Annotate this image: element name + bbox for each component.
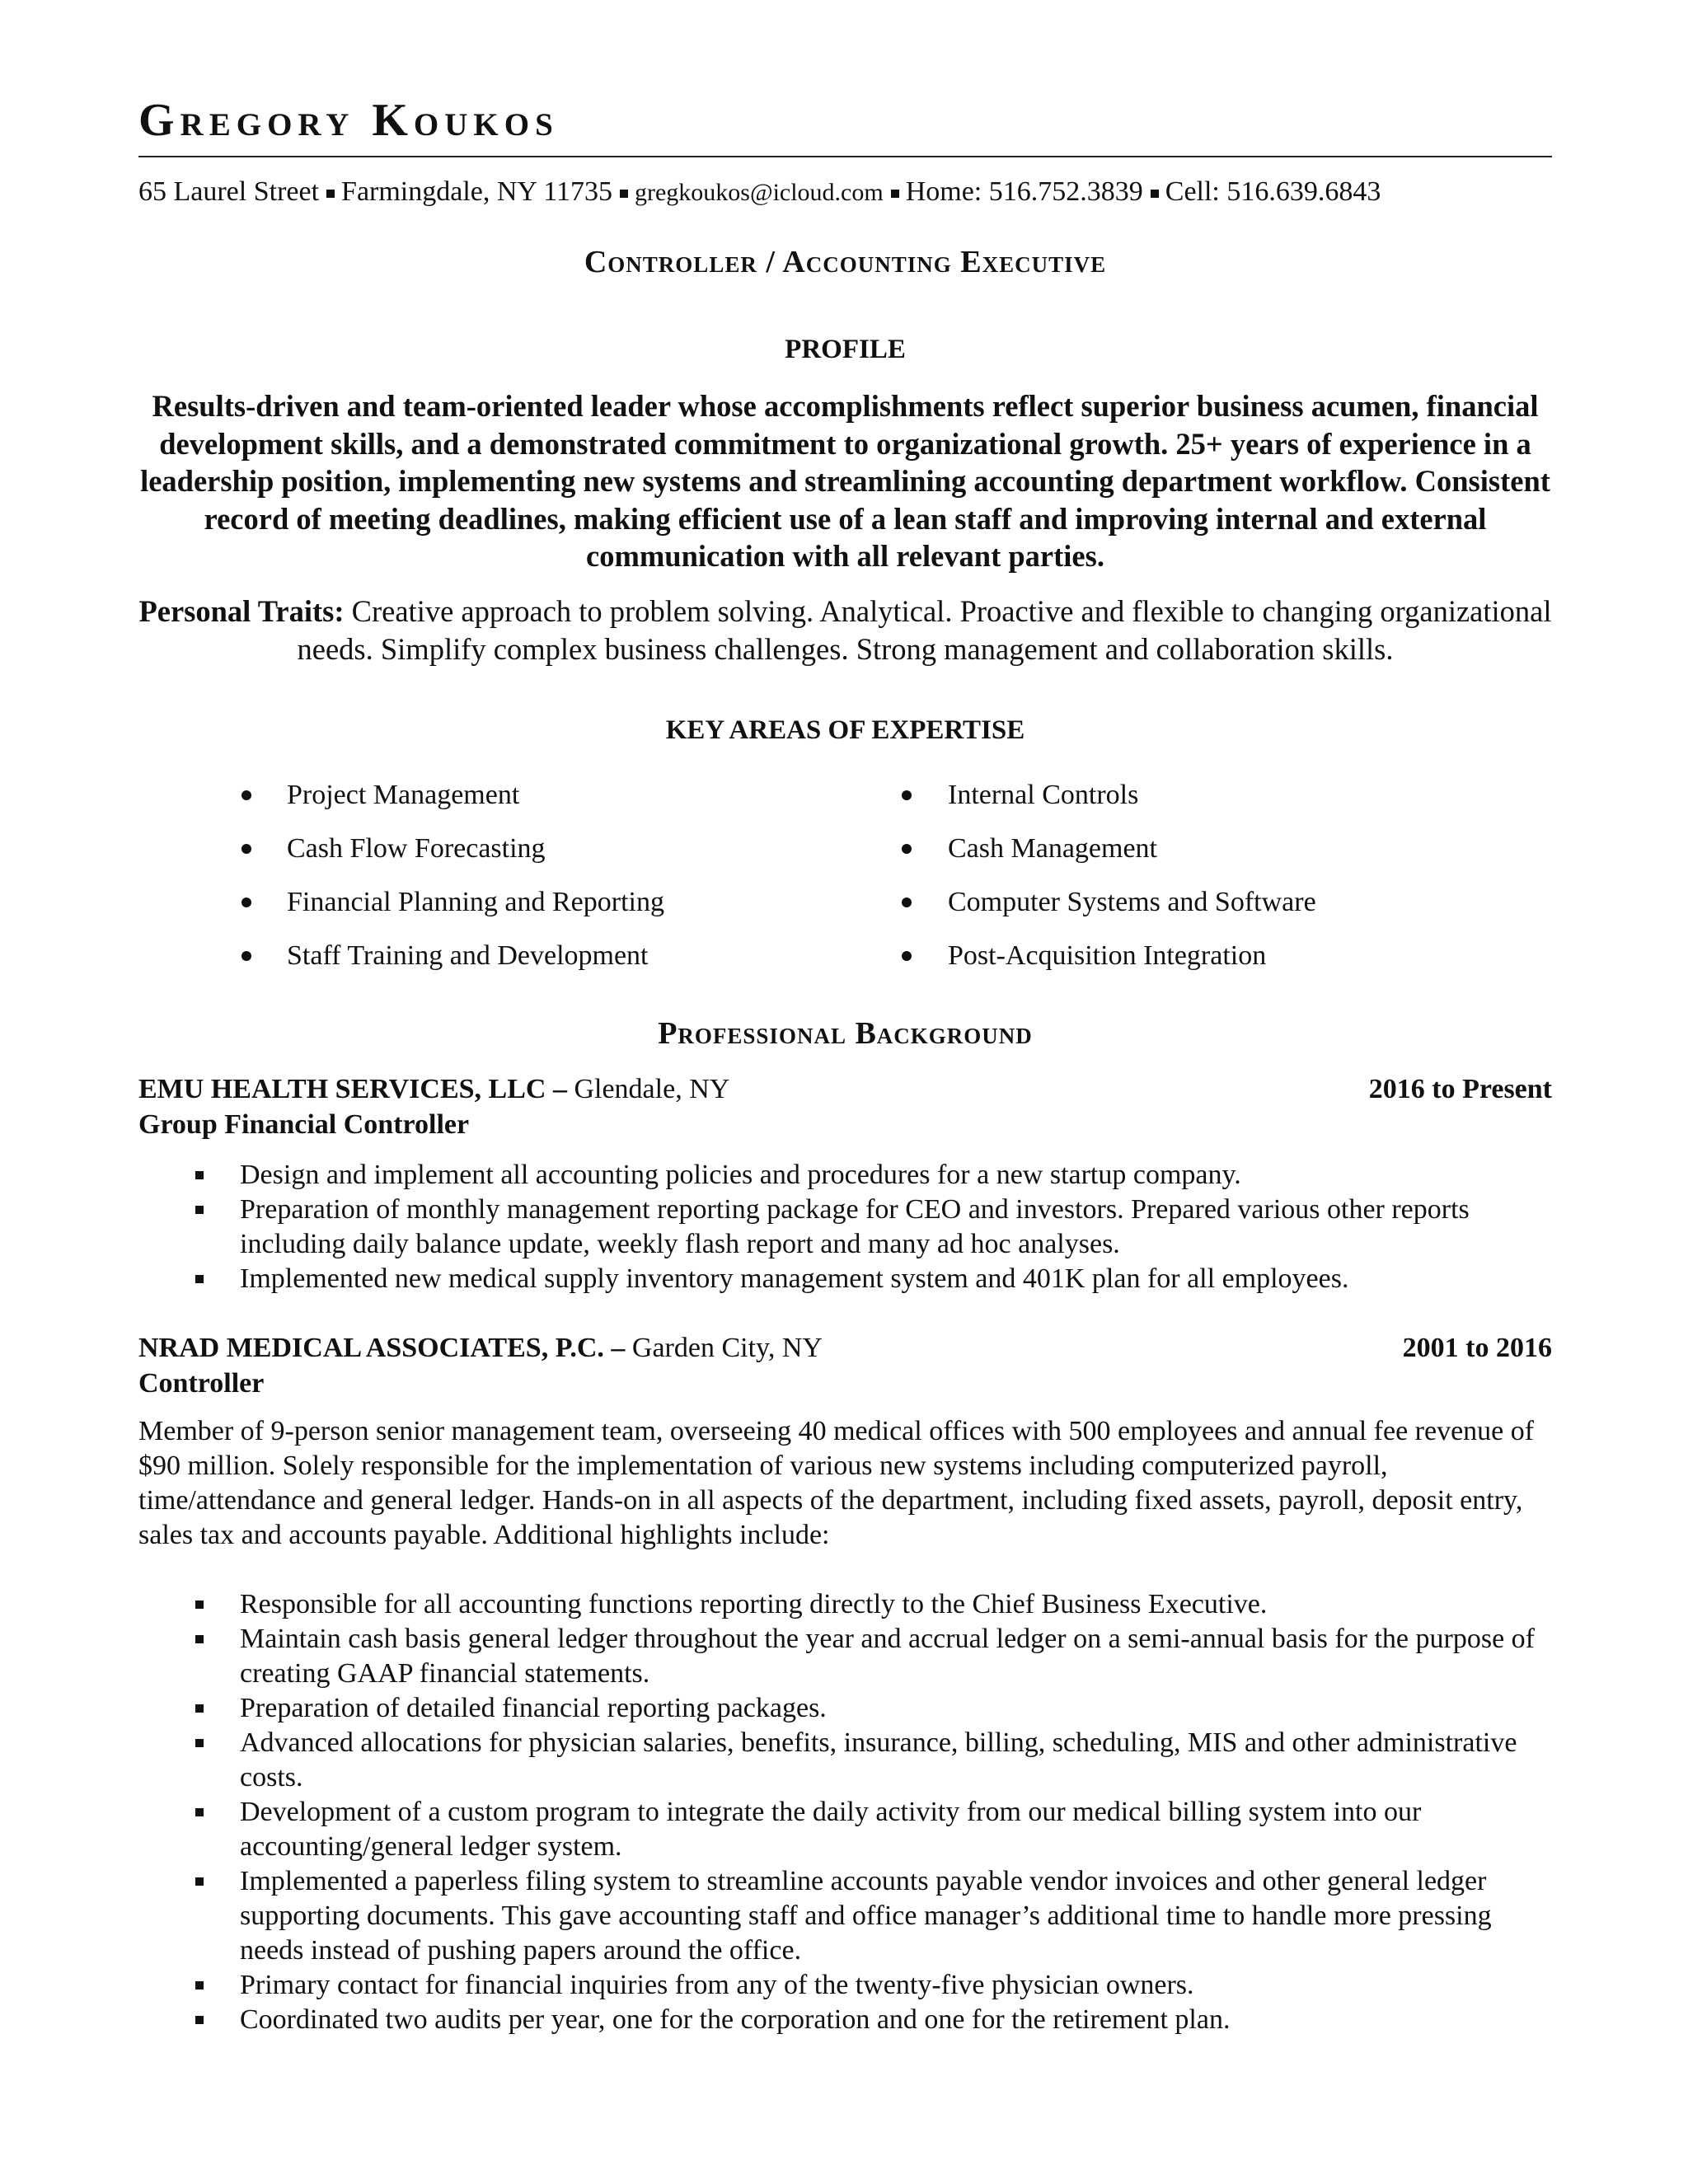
- job-dates: 2016 to Present: [1368, 1074, 1552, 1104]
- square-bullet-icon: [195, 1981, 204, 1990]
- square-bullet-icon: [195, 1601, 204, 1609]
- bullet-icon: [902, 844, 912, 854]
- square-bullet-icon: [195, 2016, 204, 2024]
- company-location: Garden City, NY: [625, 1333, 823, 1363]
- company-location: Glendale, NY: [566, 1074, 730, 1104]
- list-item: Maintain cash basis general ledger throughout the year and accrual ledger on a semi-annual basis for the purpose of creating GAAP financial statements.: [138, 1622, 1552, 1691]
- list-item: Implemented new medical supply inventory management system and 401K plan for all employees.: [138, 1262, 1552, 1296]
- expertise-item: Staff Training and Development: [138, 929, 664, 982]
- expertise-item: Cash Flow Forecasting: [138, 822, 664, 875]
- list-item: Implemented a paperless filing system to streamline accounts payable vendor invoices and other general ledger supporting documents. This gave accounting staff and office manager’s additional time to handle more pressing needs instead of pushing papers around the office.: [138, 1864, 1552, 1968]
- square-bullet-icon: [195, 1808, 204, 1816]
- bullet-icon: [902, 790, 912, 800]
- profile-summary: Results-driven and team-oriented leader whose accomplishments reflect superior business acumen, financial development skills, and a demonstrated commitment to organizational growth. 25+ years of experience in a leadership position, implementing new systems and streamlining accounting department workflow. Consistent record of meeting deadlines, making efficient use of a lean staff and improving internal and external communication with all relevant parties.: [140, 389, 1550, 573]
- bullet-icon: [902, 898, 912, 907]
- professional-title: Controller / Accounting Executive: [584, 245, 1107, 279]
- square-bullet-icon: [195, 1877, 204, 1886]
- bullet-icon: [241, 951, 251, 961]
- job-role: Group Financial Controller: [138, 1109, 470, 1140]
- expertise-list-right: [798, 768, 1316, 982]
- square-bullet-icon: [195, 1206, 204, 1214]
- square-bullet-icon: [195, 1739, 204, 1747]
- contact-email[interactable]: gregkoukos@icloud.com: [634, 179, 884, 206]
- list-item: Preparation of detailed financial reporting packages.: [138, 1691, 1552, 1726]
- bullet-icon: [241, 898, 251, 907]
- expertise-item: Internal Controls: [798, 768, 1316, 822]
- bullet-icon: [241, 790, 251, 800]
- job-summary: Member of 9-person senior management team, overseeing 40 medical offices with 500 employees and annual fee revenue of $90 million. Solely responsible for the implementation of various new systems including computerized payroll, time/attendance and general ledger. Hands-on in all aspects of the department, including fixed assets, payroll, deposit entry, sales tax and accounts payable. Additional highlights include:: [138, 1416, 1535, 1550]
- job-dates: 2001 to 2016: [1402, 1333, 1552, 1363]
- expertise-item: Computer Systems and Software: [798, 875, 1316, 929]
- expertise-item: Financial Planning and Reporting: [138, 875, 664, 929]
- traits-text: Creative approach to problem solving. Analytical. Proactive and flexible to changing organizational needs. Simplify complex business challenges. Strong management and collaboration skills.: [297, 594, 1552, 666]
- personal-traits: [138, 593, 1552, 668]
- square-bullet-icon: [195, 1275, 204, 1283]
- list-item: Design and implement all accounting policies and procedures for a new startup company.: [138, 1158, 1552, 1193]
- list-item: Development of a custom program to integrate the daily activity from our medical billing system into our accounting/general ledger system.: [138, 1795, 1552, 1864]
- contact-address: 65 Laurel Street: [138, 176, 320, 207]
- job-role: Controller: [138, 1368, 265, 1399]
- profile-heading: PROFILE: [785, 335, 906, 364]
- list-item: Primary contact for financial inquiries from any of the twenty-five physician owners.: [138, 1968, 1552, 2003]
- contact-home-phone: Home: 516.752.3839: [905, 176, 1143, 207]
- job-bullets: [138, 1587, 1552, 2037]
- list-item: Preparation of monthly management reporting package for CEO and investors. Prepared various other reports including daily balance update, weekly flash report and many ad hoc analyses.: [138, 1193, 1552, 1262]
- list-item: Advanced allocations for physician salaries, benefits, insurance, billing, scheduling, MIS and other administrative costs.: [138, 1726, 1552, 1795]
- square-bullet-icon: [1151, 190, 1159, 198]
- traits-label: Personal Traits:: [138, 594, 345, 628]
- list-item: Responsible for all accounting functions reporting directly to the Chief Business Executive.: [138, 1587, 1552, 1622]
- square-bullet-icon: [195, 1635, 204, 1643]
- expertise-item: Project Management: [138, 768, 664, 822]
- square-bullet-icon: [620, 190, 628, 198]
- square-bullet-icon: [195, 1704, 204, 1713]
- resume-page: [138, 0, 1552, 2184]
- contact-city: Farmingdale, NY 11735: [341, 176, 612, 207]
- contact-cell-phone: Cell: 516.639.6843: [1165, 176, 1381, 207]
- contact-line: [138, 176, 1552, 209]
- square-bullet-icon: [326, 190, 335, 198]
- company-name: EMU HEALTH SERVICES, LLC –: [138, 1074, 567, 1104]
- square-bullet-icon: [891, 190, 899, 198]
- expertise-item: Post-Acquisition Integration: [798, 929, 1316, 982]
- name-divider: [138, 156, 1552, 157]
- expertise-item: Cash Management: [798, 822, 1316, 875]
- square-bullet-icon: [195, 1171, 204, 1179]
- job-header: [138, 1071, 1552, 1108]
- expertise-list-left: [138, 768, 664, 982]
- expertise-heading: KEY AREAS OF EXPERTISE: [665, 715, 1025, 745]
- company-name: NRAD MEDICAL ASSOCIATES, P.C. –: [138, 1333, 626, 1363]
- bullet-icon: [902, 951, 912, 961]
- list-item: Coordinated two audits per year, one for the corporation and one for the retirement plan.: [138, 2003, 1552, 2037]
- job-header: [138, 1330, 1552, 1366]
- candidate-name: Gregory Koukos: [138, 95, 559, 146]
- job-bullets: [138, 1158, 1552, 1296]
- bullet-icon: [241, 844, 251, 854]
- background-heading: Professional Background: [658, 1016, 1033, 1051]
